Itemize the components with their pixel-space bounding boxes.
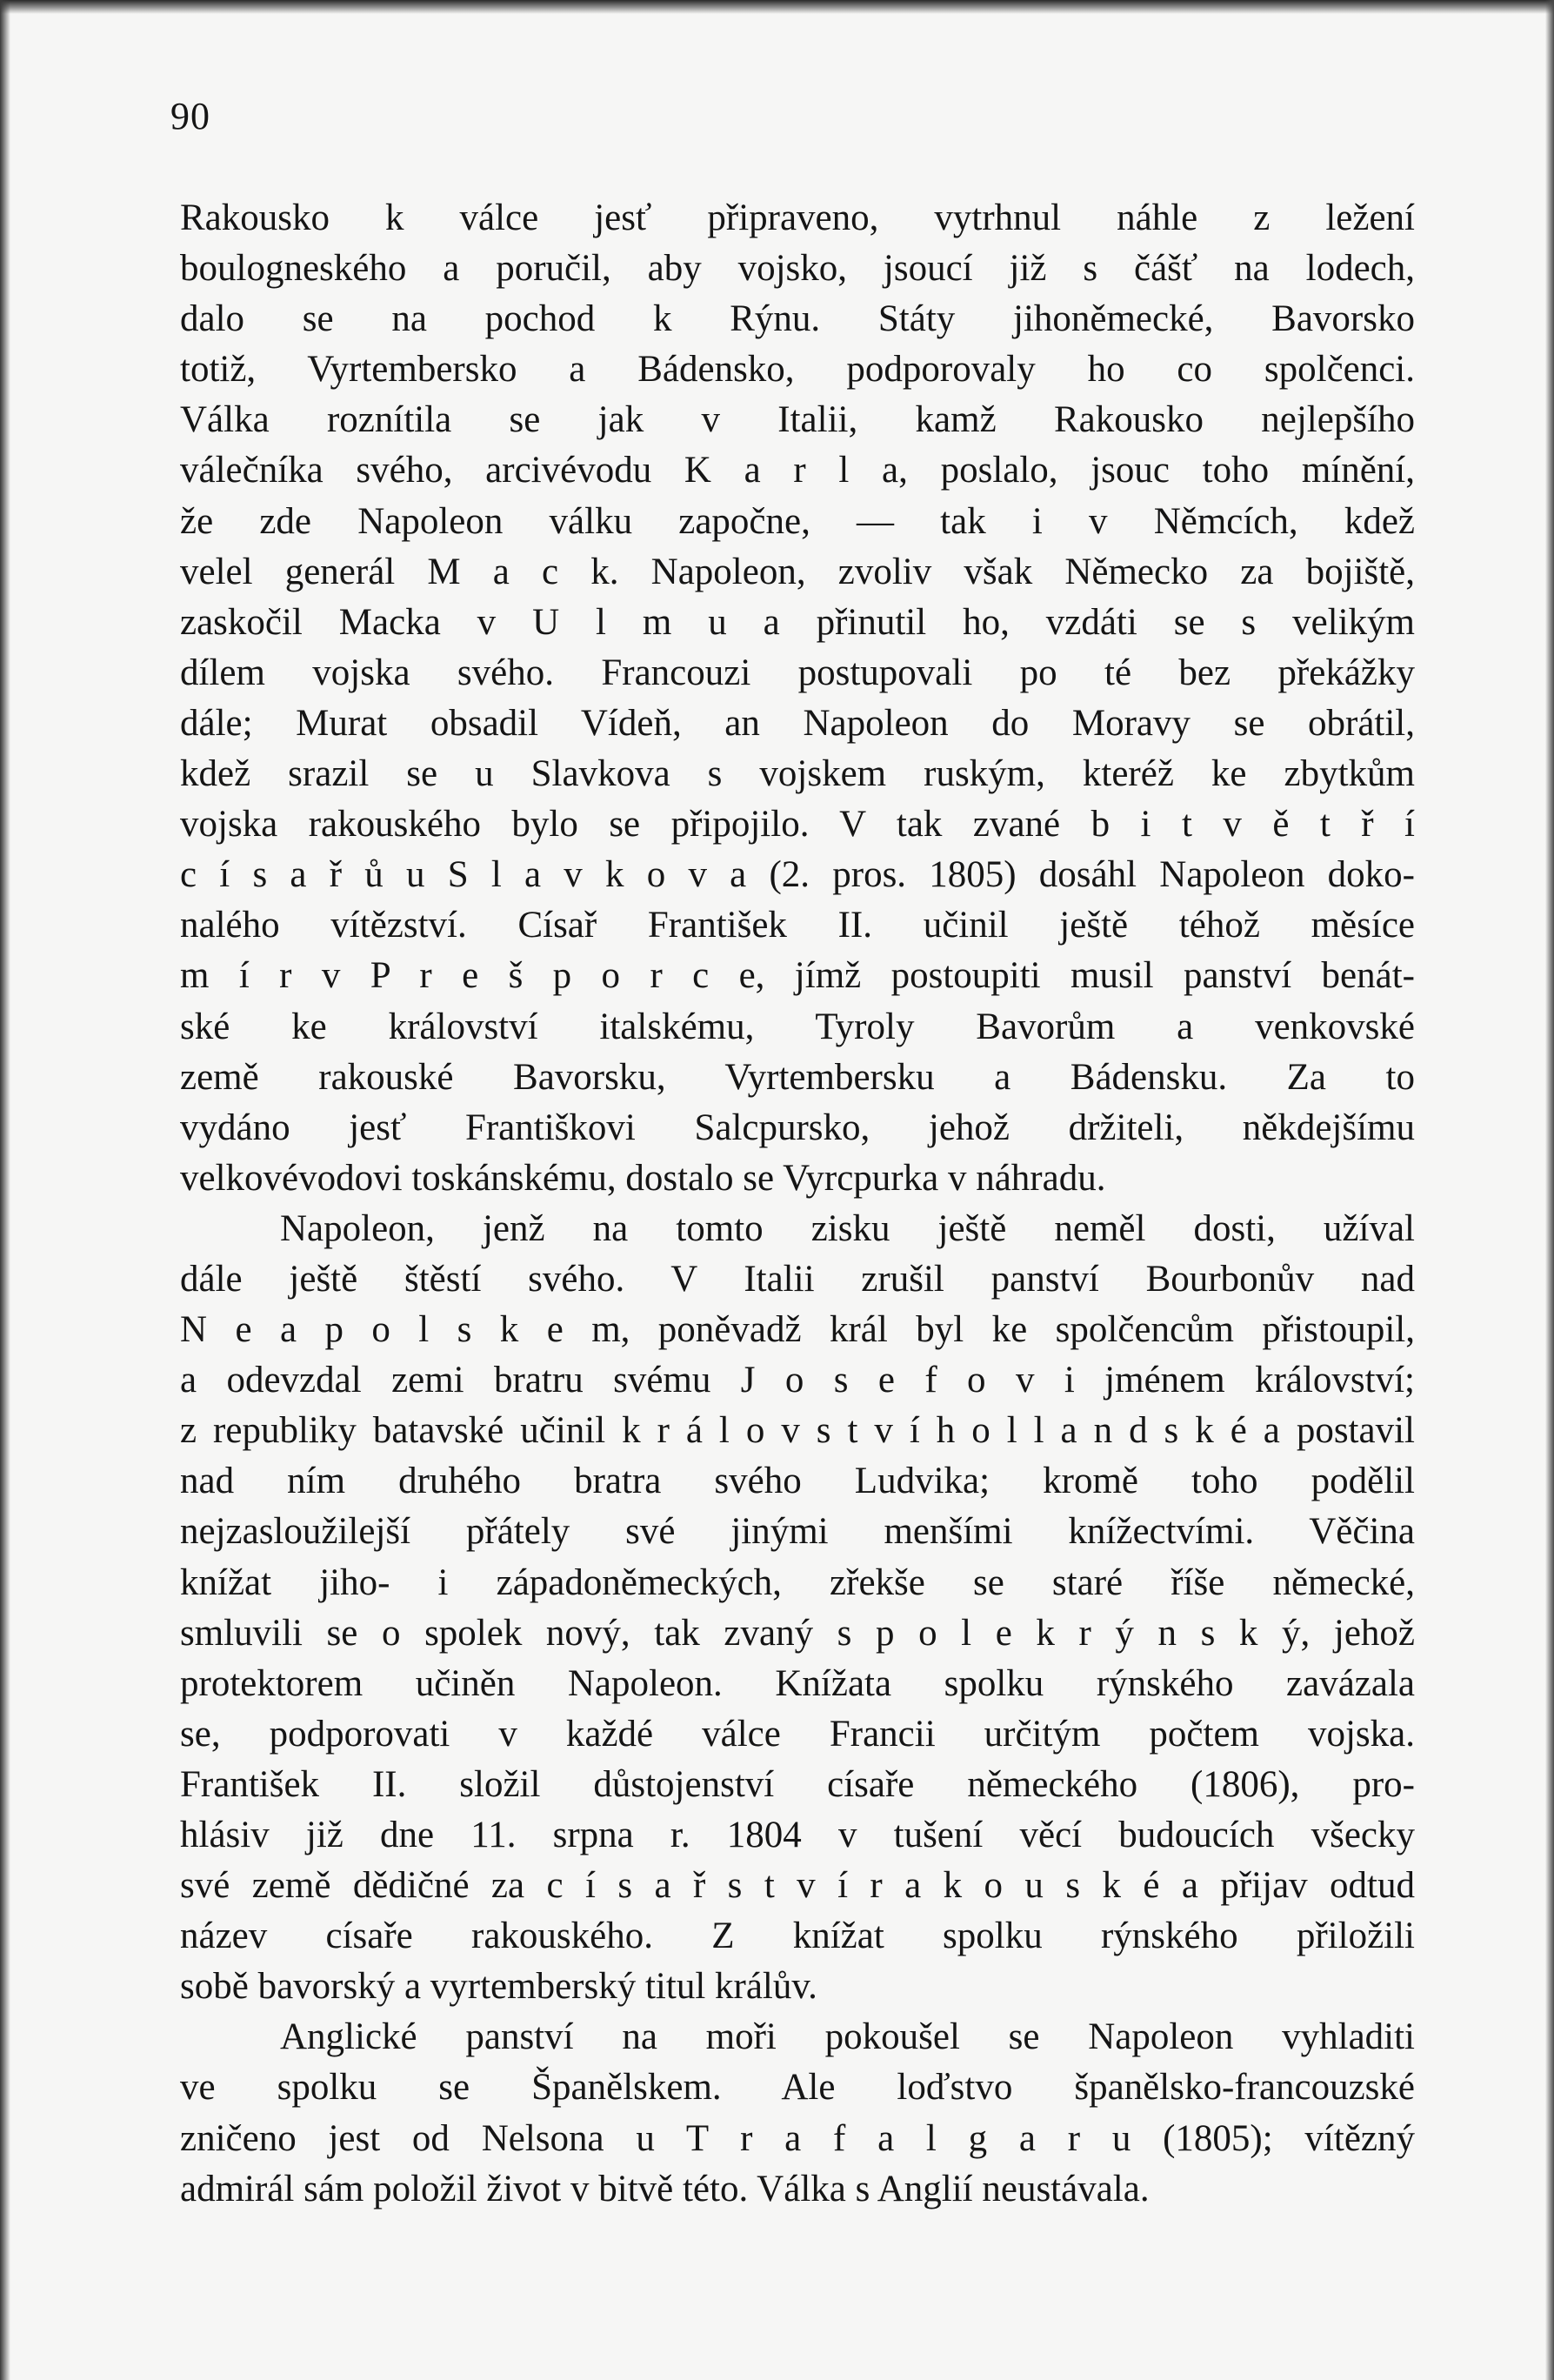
text-line: zaskočil Macka v U l m u a přinutil ho, vzdáti se s velikým bbox=[180, 601, 1415, 643]
text-line: smluvili se o spolek nový, tak zvaný s p o l e k r ý n s k ý, jehož bbox=[180, 1612, 1415, 1654]
text-line: velkovévodovi toskánskému, dostalo se Vyrcpurka v náhradu. bbox=[180, 1157, 1106, 1199]
text-line: Rakousko k válce jesť připraveno, vytrhnul náhle z ležení bbox=[180, 197, 1415, 238]
text-line: totiž, Vyrtembersko a Bádensko, podporovaly ho co spolčenci. bbox=[180, 349, 1415, 391]
body-text bbox=[180, 193, 1415, 2215]
text-line: a odevzdal zemi bratru svému J o s e f o v i jménem království; bbox=[180, 1360, 1415, 1401]
text-line: dílem vojska svého. Francouzi postupovali po té bez překážky bbox=[180, 652, 1415, 693]
text-line: země rakouské Bavorsku, Vyrtembersku a Bádensku. Za to bbox=[180, 1056, 1415, 1098]
text-line: dále; Murat obsadil Vídeň, an Napoleon do Moravy se obrátil, bbox=[180, 702, 1415, 744]
text-line: m í r v P r e š p o r c e, jímž postoupiti musil panství benát- bbox=[180, 955, 1415, 997]
text-line: dalo se na pochod k Rýnu. Státy jihoněmecké, Bavorsko bbox=[180, 298, 1415, 340]
text-line: vydáno jesť Františkovi Salcpursko, jehož držiteli, někdejšímu bbox=[180, 1106, 1415, 1148]
text-line: název císaře rakouského. Z knížat spolku rýnského přiložili bbox=[180, 1915, 1415, 1957]
text-line: zničeno jest od Nelsona u T r a f a l g a r u (1805); vítězný bbox=[180, 2117, 1415, 2159]
text-line: nejzasloužilejší přátely své jinými menšími knížectvími. Věčina bbox=[180, 1511, 1415, 1553]
paragraph bbox=[180, 2012, 1415, 2214]
text-line: Válka roznítila se jak v Italii, kamž Rakousko nejlepšího bbox=[180, 399, 1415, 441]
text-line: protektorem učiněn Napoleon. Knížata spolku rýnského zavázala bbox=[180, 1662, 1415, 1704]
text-line: své země dědičné za c í s a ř s t v í r a k o u s k é a přijav odtud bbox=[180, 1865, 1415, 1907]
text-line: velel generál M a c k. Napoleon, zvoliv však Německo za bojiště, bbox=[180, 551, 1415, 592]
text-line: nalého vítězství. Císař František II. učinil ještě téhož měsíce bbox=[180, 905, 1415, 946]
text-line: ve spolku se Španělskem. Ale loďstvo španělsko-francouzské bbox=[180, 2067, 1415, 2109]
text-line: válečníka svého, arcivévodu K a r l a, poslalo, jsouc toho mínění, bbox=[180, 450, 1415, 491]
text-line: N e a p o l s k e m, poněvadž král byl ke spolčencům přistoupil, bbox=[180, 1309, 1415, 1351]
text-line: admirál sám položil život v bitvě této. Válka s Anglií neustávala. bbox=[180, 2168, 1150, 2210]
page-number: 90 bbox=[170, 95, 210, 137]
scan-edge-top bbox=[0, 0, 1554, 14]
paragraph bbox=[180, 193, 1415, 1204]
text-line: se, podporovati v každé válce Francii určitým počtem vojska. bbox=[180, 1713, 1415, 1755]
text-line: dále ještě štěstí svého. V Italii zrušil panství Bourbonův nad bbox=[180, 1258, 1415, 1300]
text-line: z republiky batavské učinil k r á l o v s t v í h o l l a n d s k é a postavil bbox=[180, 1410, 1415, 1452]
text-line: že zde Napoleon válku započne, — tak i v Němcích, kdež bbox=[180, 500, 1415, 542]
text-line: knížat jiho- i západoněmeckých, zřekše se staré říše německé, bbox=[180, 1561, 1415, 1603]
text-line: ské ke království italskému, Tyroly Bavorům a venkovské bbox=[180, 1006, 1415, 1047]
text-line: c í s a ř ů u S l a v k o v a (2. pros. 1805) dosáhl Napoleon doko- bbox=[180, 854, 1415, 896]
paragraph bbox=[180, 1204, 1415, 2013]
scan-edge-right bbox=[1545, 0, 1554, 2380]
text-line: František II. složil důstojenství císaře německého (1806), pro- bbox=[180, 1763, 1415, 1805]
text-line: nad ním druhého bratra svého Ludvika; kromě toho podělil bbox=[180, 1461, 1415, 1502]
text-line: sobě bavorský a vyrtemberský titul králův. bbox=[180, 1966, 817, 2008]
text-line: boulogneského a poručil, aby vojsko, jsoucí již s čášť na lodech, bbox=[180, 248, 1415, 290]
text-line: Anglické panství na moři pokoušel se Napoleon vyhladiti bbox=[280, 2016, 1415, 2058]
text-line: Napoleon, jenž na tomto zisku ještě neměl dosti, užíval bbox=[280, 1207, 1415, 1249]
text-line: hlásiv již dne 11. srpna r. 1804 v tušení věcí budoucích všecky bbox=[180, 1815, 1415, 1855]
text-line: vojska rakouského bylo se připojilo. V tak zvané b i t v ě t ř í bbox=[180, 804, 1415, 846]
scan-edge-left bbox=[0, 0, 10, 2380]
text-line: kdež srazil se u Slavkova s vojskem ruským, kteréž ke zbytkům bbox=[180, 753, 1415, 795]
